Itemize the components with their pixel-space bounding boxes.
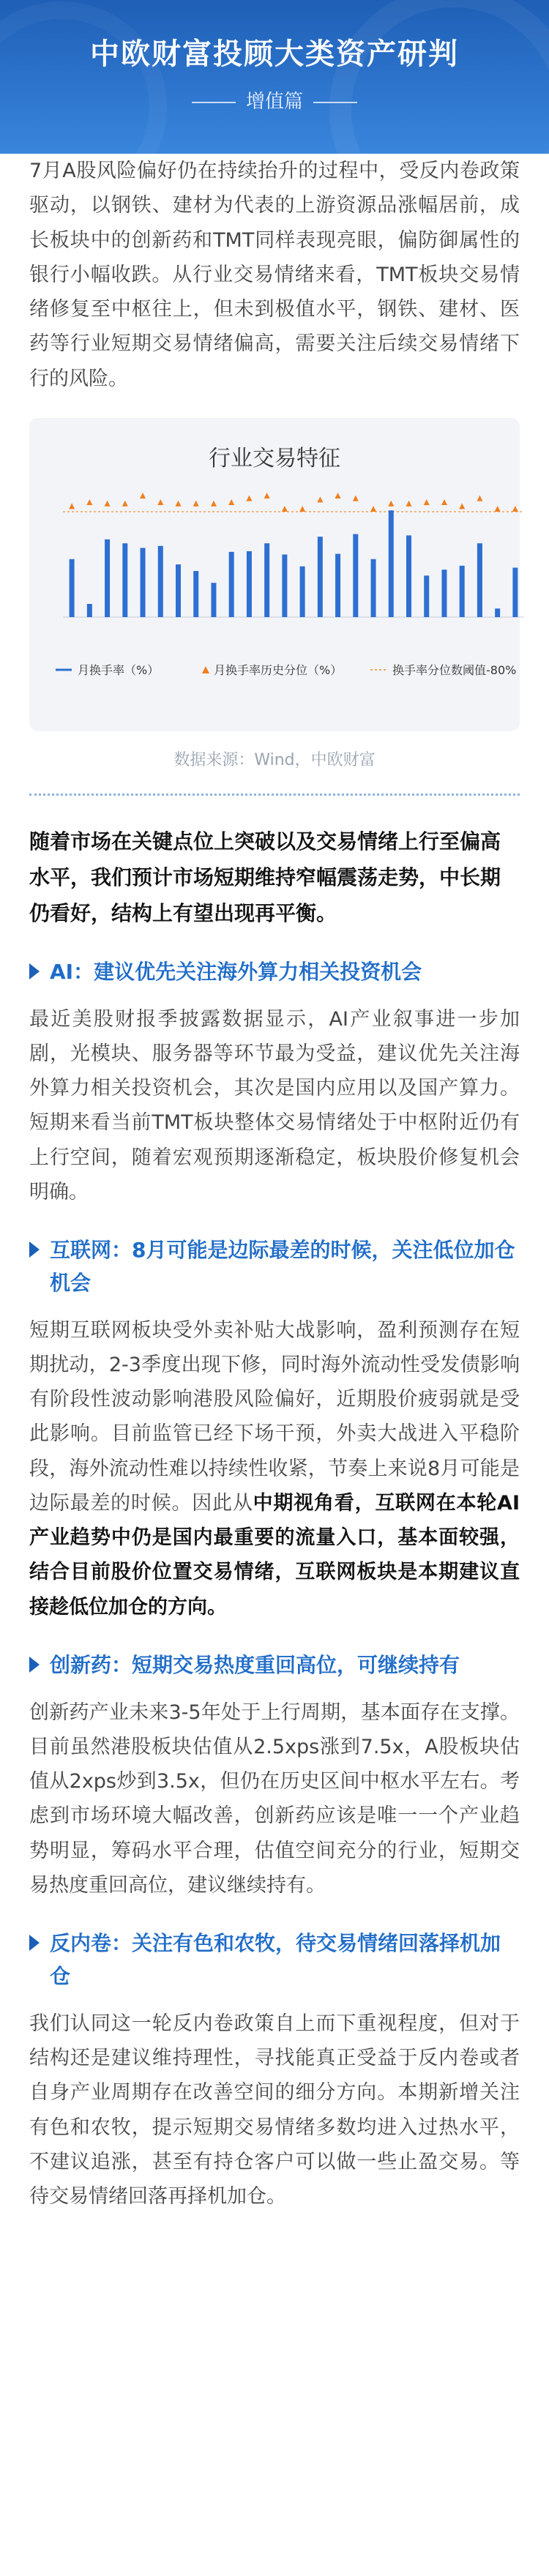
chart-bar [424, 575, 429, 617]
section-body-internet [29, 1313, 520, 1624]
header-decoration [0, 1, 167, 154]
percentile-marker [140, 493, 146, 499]
percentile-marker [246, 495, 252, 501]
section-heading-text: 反内卷：关注有色和农牧，待交易情绪回落择机加仓 [50, 1931, 501, 1988]
chart-title: 行业交易特征 [209, 445, 340, 471]
chart-bar [460, 566, 465, 617]
chart-bar [371, 559, 376, 617]
chart-bar [264, 543, 269, 617]
percentile-marker [86, 499, 92, 505]
chart-bar [282, 554, 287, 617]
page-title: 中欧财富投顾大类资产研判 [90, 37, 459, 71]
percentile-marker [317, 496, 323, 502]
section-divider [29, 794, 520, 796]
percentile-marker [477, 495, 482, 501]
chart-bar [495, 608, 500, 617]
chart-bar [300, 566, 305, 616]
percentile-marker [424, 499, 430, 505]
legend-label-percentile: 月换手率历史分位（%） [214, 662, 343, 677]
section-heading-internet [29, 1234, 520, 1300]
chart-bar [389, 510, 394, 617]
industry-turnover-chart [41, 478, 543, 705]
section-body-text: 短期互联网板块受外卖补贴大战影响，盈利预测存在短期扰动，2-3季度出现下修，同时海外流动性受发债影响有阶段性波动影响港股风险偏好，近期股价疲弱就是受此影响。目前监管已经下场干预，外卖大战进入平稳阶段，海外流动性难以持续性收紧，节奏上来说8月可能是边际最差的时候。因此从 [29, 1318, 520, 1515]
chart-bar [247, 551, 252, 617]
key-conclusion: 随着市场在关键点位上突破以及交易情绪上行至偏高水平，我们预计市场短期维持窄幅震荡走势，中长期仍看好，结构上有望出现再平衡。 [29, 829, 501, 925]
subtitle-text: 增值篇 [245, 91, 303, 113]
percentile-marker [388, 501, 394, 507]
section-heading-text: AI：建议优先关注海外算力相关投资机会 [50, 959, 422, 984]
section-body-bold-text: 中期视角看，互联网在本轮AI产业趋势中仍是国内最重要的流量入口，基本面较强，结合目前股价位置交易情绪，互联网板块是本期建议直接趁低位加仓的方向。 [29, 1491, 520, 1619]
chart-bar [211, 583, 216, 617]
chart-bar [353, 534, 358, 616]
chart-bar [318, 537, 323, 617]
chart-bar [335, 553, 340, 616]
percentile-marker [512, 506, 518, 512]
percentile-marker [176, 501, 182, 507]
triangle-bullet-icon [29, 963, 40, 979]
chart-bar [406, 535, 411, 617]
chart-bar [141, 548, 146, 617]
chart-bar [512, 567, 518, 617]
chart-bar [441, 570, 447, 617]
subtitle-rule-right [313, 102, 357, 103]
percentile-marker [495, 506, 501, 512]
intro-paragraph: 7月A股风险偏好仍在持续抬升的过程中，受反内卷政策驱动，以钢铁、建材为代表的上游资源品涨幅居前，成长板块中的创新药和TMT同样表现亮眼，偏防御属性的银行小幅收跌。从行业交易情绪来看，TMT板块交易情绪修复至中枢往上，但未到极值水平，钢铁、建材、医药等行业短期交易情绪偏高，需要关注后续交易情绪下行的风险。 [29, 160, 520, 390]
chart-bar [176, 564, 181, 617]
triangle-bullet-icon [29, 1242, 40, 1258]
percentile-marker [459, 503, 465, 509]
percentile-marker [370, 506, 376, 512]
legend-label-threshold: 换手率分位数阈值-80% [392, 662, 517, 677]
subtitle-rule-left [192, 102, 236, 103]
section-body-pharma: 创新药产业未来3-5年处于上行周期，基本面存在支撑。目前虽然港股板块估值从2.5xps涨到7.5x，A股板块估值从2xps炒到3.5x，但仍在历史区间中枢水平左右。考虑到市场环境大幅改善，创新药应该是唯一一个产业趋势明显，筹码水平合理，估值空间充分的行业，短期交易热度重回高位，建议继续持有。 [29, 1700, 520, 1897]
percentile-marker [228, 499, 234, 505]
chart-bar [105, 540, 110, 617]
section-body-anti-involution: 我们认同这一轮反内卷政策自上而下重视程度，但对于结构还是建议维持理性，寻找能真正受益于反内卷或者自身产业周期存在改善空间的细分方向。本期新增关注有色和农牧，提示短期交易情绪多数均进入过热水平，不建议追涨，甚至有持仓客户可以做一些止盈交易。等待交易情绪回落再择机加仓。 [29, 2012, 520, 2209]
section-heading-text: 互联网：8月可能是边际最差的时候，关注低位加仓机会 [50, 1238, 515, 1295]
percentile-marker [69, 503, 75, 509]
percentile-marker [193, 501, 199, 507]
percentile-marker [353, 495, 359, 501]
chart-card [29, 418, 520, 731]
page-subtitle [0, 86, 549, 113]
percentile-marker [335, 493, 341, 499]
chart-bar [193, 571, 198, 617]
data-source-note: 数据来源：Wind，中欧财富 [173, 750, 376, 769]
section-heading-ai [29, 956, 520, 989]
chart-bar [70, 559, 75, 617]
legend-label-turnover: 月换手率（%） [78, 662, 160, 677]
chart-bar [122, 543, 127, 617]
chart-bar [87, 604, 92, 617]
percentile-marker [105, 501, 111, 507]
section-heading-anti-involution [29, 1927, 520, 1993]
section-heading-text: 创新药：短期交易热度重回高位，可继续持有 [50, 1652, 460, 1677]
section-body-ai: 最近美股财报季披露数据显示，AI产业叙事进一步加剧，光模块、服务器等环节最为受益，建议优先关注海外算力相关投资机会，其次是国内应用以及国产算力。短期来看当前TMT板块整体交易情绪处于中枢附近仍有上行空间，随着宏观预期逐渐稳定，板块股价修复机会明确。 [29, 1007, 520, 1203]
section-heading-pharma [29, 1649, 520, 1682]
chart-bar [477, 543, 482, 617]
percentile-marker [157, 499, 163, 505]
triangle-bullet-icon [29, 1935, 40, 1951]
header-decoration [329, 0, 549, 154]
triangle-bullet-icon [29, 1657, 40, 1673]
percentile-marker [122, 501, 128, 507]
percentile-marker [211, 501, 217, 507]
percentile-marker [299, 506, 305, 512]
percentile-marker [406, 501, 412, 507]
page-header [0, 0, 549, 154]
chart-bar [158, 546, 163, 617]
chart-bar [229, 552, 234, 617]
legend-swatch-percentile [202, 666, 209, 673]
percentile-marker [282, 506, 288, 512]
article-body [0, 154, 549, 2214]
percentile-marker [264, 493, 270, 499]
percentile-marker [441, 499, 447, 505]
